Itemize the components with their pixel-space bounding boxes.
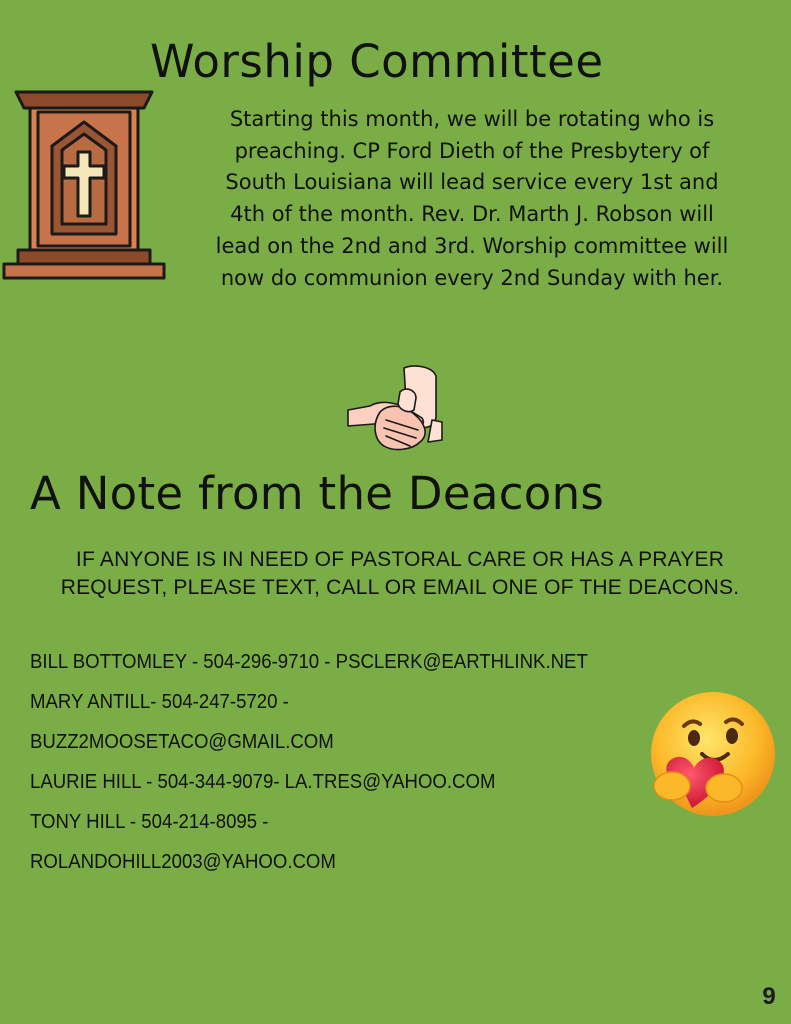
deacons-intro (20, 546, 780, 602)
contact-line: ROLANDOHILL2003@YAHOO.COM (30, 851, 336, 873)
pulpit-with-cross-icon (0, 86, 168, 284)
worship-line: South Louisiana will lead service every 1st and (225, 170, 719, 195)
worship-line: lead on the 2nd and 3rd. Worship committee will (215, 233, 729, 258)
contact-line: LAURIE HILL - 504-344-9079- LA.TRES@YAHOO.COM (30, 771, 496, 793)
contact-line: TONY HILL - 504-214-8095 - (30, 811, 269, 833)
intro-line: IF ANYONE IS IN NEED OF PASTORAL CARE OR HAS A PRAYER (75, 548, 725, 571)
hugging-heart-emoji-icon (646, 690, 780, 824)
intro-line: REQUEST, PLEASE TEXT, CALL OR EMAIL ONE OF THE DEACONS. (60, 576, 740, 599)
worship-line: preaching. CP Ford Dieth of the Presbytery of (234, 138, 710, 163)
worship-line: now do communion every 2nd Sunday with her. (220, 265, 724, 290)
worship-committee-title: Worship Committee (150, 35, 604, 88)
page-number: 9 (762, 983, 776, 1010)
holding-hands-icon (344, 360, 444, 462)
worship-line: Starting this month, we will be rotating who is (229, 107, 715, 131)
worship-announcement (172, 104, 772, 294)
deacons-note-title: A Note from the Deacons (30, 467, 605, 520)
contact-line: BUZZ2MOOSETACO@GMAIL.COM (30, 731, 334, 753)
worship-line: 4th of the month. Rev. Dr. Marth J. Robson will (230, 202, 714, 227)
contact-line: BILL BOTTOMLEY - 504-296-9710 - PSCLERK@EARTHLINK.NET (30, 651, 588, 673)
contact-line: MARY ANTILL- 504-247-5720 - (30, 691, 289, 713)
